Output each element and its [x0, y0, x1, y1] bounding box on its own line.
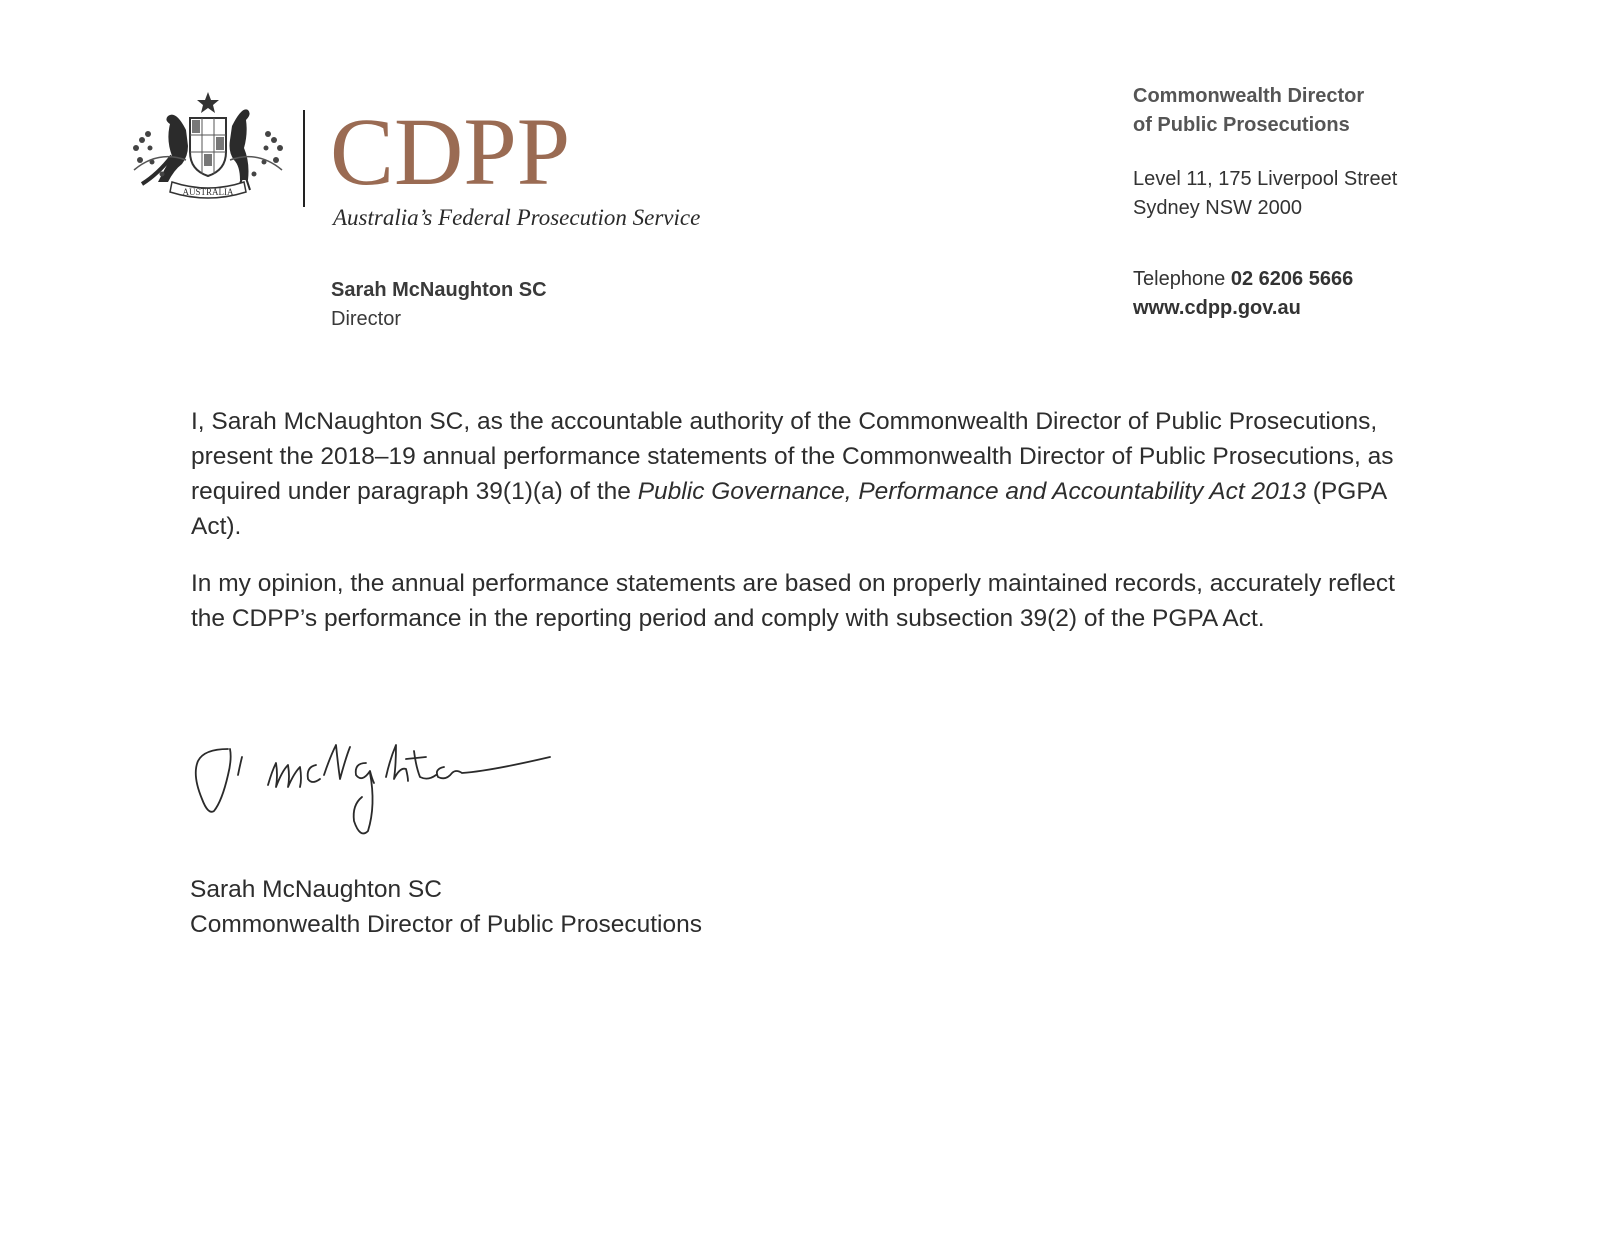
sender-name: Sarah McNaughton SC — [331, 279, 547, 301]
org-name-line1: Commonwealth Director — [1133, 85, 1365, 107]
crest-scroll-label: AUSTRALIA — [182, 187, 234, 197]
letter-body — [191, 404, 1401, 658]
signoff-block — [190, 872, 702, 942]
sender-title: Director — [331, 308, 402, 330]
paragraph-opinion: In my opinion, the annual performance statements are based on properly maintained records, accurately reflect the CDPP’s performance in the reporting period and comply with subsection 39(2) of the PGPA Act. — [191, 570, 1395, 632]
paragraph-statement-part2: (PGPA Act). — [191, 478, 1386, 540]
organisation-block — [1133, 82, 1397, 323]
paragraph-statement — [191, 404, 1401, 544]
signoff-title: Commonwealth Director of Public Prosecutions — [190, 911, 702, 938]
telephone-label: Telephone — [1133, 268, 1226, 290]
sender-block — [331, 276, 547, 334]
handwritten-signature — [190, 735, 570, 845]
org-name-line2: of Public Prosecutions — [1133, 114, 1350, 136]
address-line1: Level 11, 175 Liverpool Street — [1133, 168, 1398, 190]
contact-block — [1133, 265, 1397, 323]
address-block — [1133, 165, 1397, 223]
coat-of-arms-icon — [128, 90, 288, 210]
telephone-line — [1133, 265, 1397, 294]
address-line2: Sydney NSW 2000 — [1133, 197, 1302, 219]
telephone-number: 02 6206 5666 — [1230, 268, 1354, 290]
signoff-name: Sarah McNaughton SC — [190, 876, 442, 903]
website-link[interactable]: www.cdpp.gov.au — [1133, 297, 1301, 319]
act-title: Public Governance, Performance and Accountability Act 2013 — [637, 478, 1306, 505]
logo-tagline: Australia’s Federal Prosecution Service — [333, 205, 701, 230]
paragraph-statement-part1: I, Sarah McNaughton SC, as the accountable authority of the Commonwealth Director of Public Prosecutions, present the 2018–19 annual performance statements of the Commonwealth Director of Public Prosecutions, as required under paragraph 39(1)(a) of the — [191, 408, 1394, 505]
cdpp-logo: CDPP — [330, 98, 571, 205]
logo-divider — [303, 110, 305, 207]
